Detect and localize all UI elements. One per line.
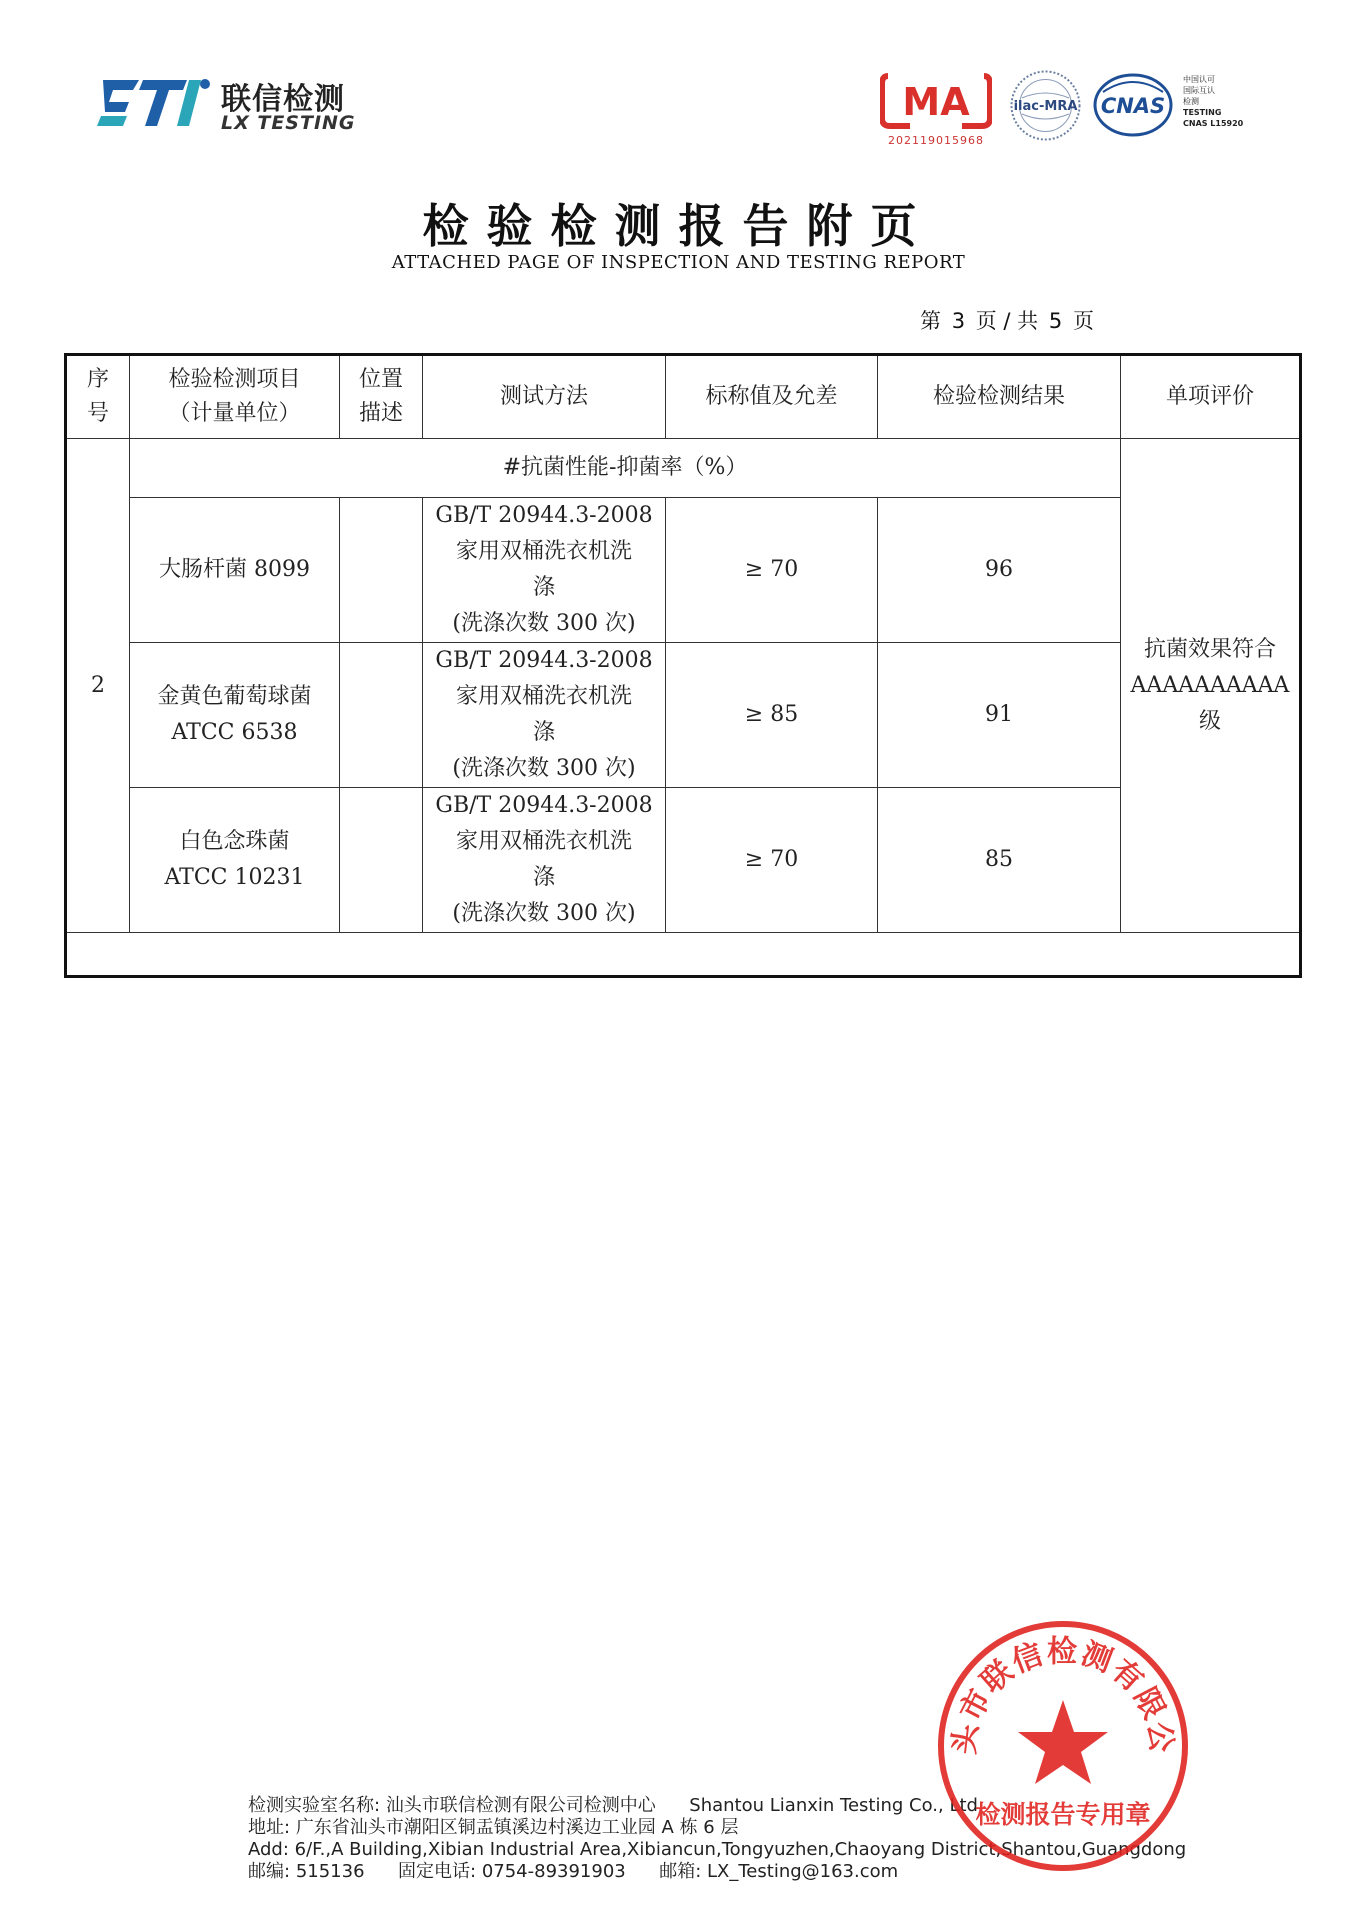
header-seq: 序 号 <box>66 355 130 439</box>
footer-phone-label: 固定电话: <box>398 1861 477 1882</box>
cnas-line: 检测 <box>1183 97 1199 106</box>
page-mid: 页 / 共 <box>975 309 1039 333</box>
cnas-line: TESTING <box>1183 108 1222 117</box>
cnas-mark <box>1093 72 1173 138</box>
category-cell: #抗菌性能-抑菌率（%） <box>130 439 1121 498</box>
cma-mark <box>880 70 992 150</box>
header-nominal: 标称值及允差 <box>666 355 878 439</box>
svg-text:CNAS: CNAS <box>1100 94 1166 118</box>
method-cell: GB/T 20944.3-2008 家用双桶洗衣机洗 涤 (洗涤次数 300 次) <box>423 498 666 643</box>
page-total: 5 <box>1048 309 1063 333</box>
table-row <box>66 498 1301 643</box>
table-header-row <box>66 355 1301 439</box>
cnas-accreditation-text <box>1183 74 1263 129</box>
footer-email-label: 邮箱: <box>659 1861 702 1882</box>
result-cell: 91 <box>878 643 1121 788</box>
inspection-table <box>64 353 1302 978</box>
table-empty-row <box>66 933 1301 977</box>
lx-logo-icon <box>95 72 215 132</box>
footer-postcode: 515136 <box>295 1861 365 1882</box>
footer-phone: 0754-89391903 <box>481 1861 626 1882</box>
footer-addr-cn: 广东省汕头市潮阳区铜盂镇溪边村溪边工业园 A 栋 6 层 <box>295 1817 739 1838</box>
header-result: 检验检测结果 <box>878 355 1121 439</box>
position-cell <box>340 788 423 933</box>
footer-lab-en: Shantou Lianxin Testing Co., Ltd <box>689 1795 978 1816</box>
seal-arc-text: 头市联信检测有限公 <box>946 1634 1180 1757</box>
table-row <box>66 643 1301 788</box>
footer-postcode-label: 邮编: <box>248 1861 291 1882</box>
footer-addr-en: 6/F.,A Building,Xibian Industrial Area,Xibiancun,Tongyuzhen,Chaoyang District,Shantou,Guangdong <box>294 1839 1187 1860</box>
ilac-mra-mark <box>1008 68 1083 143</box>
svg-text:ilac-MRA: ilac-MRA <box>1013 99 1078 114</box>
empty-cell <box>66 933 1301 977</box>
page-title: 检验检测报告附页 <box>422 199 935 253</box>
footer-addr-en-label: Add: <box>248 1839 289 1860</box>
position-cell <box>340 643 423 788</box>
result-cell: 96 <box>878 498 1121 643</box>
item-cell: 大肠杆菌 8099 <box>130 498 340 643</box>
header-item: 检验检测项目 （计量单位） <box>130 355 340 439</box>
nominal-cell: ≥ 70 <box>666 498 878 643</box>
nominal-cell: ≥ 70 <box>666 788 878 933</box>
logo-cn-text: 联信检测 <box>221 82 345 117</box>
footer-email: LX_Testing@163.com <box>707 1861 899 1882</box>
cnas-line: CNAS L15920 <box>1183 119 1244 128</box>
table-row <box>66 788 1301 933</box>
position-cell <box>340 498 423 643</box>
category-row <box>66 439 1301 498</box>
company-logo <box>95 72 395 142</box>
logo-en-text: LX TESTING <box>221 112 356 134</box>
cma-number: 202119015968 <box>888 134 984 147</box>
ilac-mra-icon <box>1008 68 1083 143</box>
cma-icon <box>880 70 992 132</box>
footer-addr-label: 地址: <box>248 1817 291 1838</box>
footer-lab-cn: 汕头市联信检测有限公司检测中心 <box>385 1795 656 1816</box>
cnas-icon <box>1093 72 1173 138</box>
evaluation-cell: 抗菌效果符合 AAAAAAAAAA 级 <box>1121 439 1301 933</box>
seal-bottom-text: 检测报告专用章 <box>975 1800 1151 1829</box>
svg-text:MA: MA <box>902 80 970 124</box>
header-method: 测试方法 <box>423 355 666 439</box>
seq-cell: 2 <box>66 439 130 933</box>
seal-stamp-icon <box>935 1618 1191 1874</box>
result-cell: 85 <box>878 788 1121 933</box>
footer-lab-label: 检测实验室名称: <box>248 1795 381 1816</box>
item-cell: 白色念珠菌 ATCC 10231 <box>130 788 340 933</box>
nominal-cell: ≥ 85 <box>666 643 878 788</box>
cnas-line: 国际互认 <box>1183 86 1215 95</box>
method-cell: GB/T 20944.3-2008 家用双桶洗衣机洗 涤 (洗涤次数 300 次) <box>423 788 666 933</box>
page-subtitle: ATTACHED PAGE OF INSPECTION AND TESTING REPORT <box>391 252 966 273</box>
page-suffix: 页 <box>1072 309 1094 333</box>
cnas-line: 中国认可 <box>1183 75 1215 84</box>
page-indicator <box>918 305 1096 335</box>
page-current: 3 <box>951 309 966 333</box>
header-position: 位置 描述 <box>340 355 423 439</box>
official-seal <box>935 1618 1191 1874</box>
header-evaluation: 单项评价 <box>1121 355 1301 439</box>
item-cell: 金黄色葡萄球菌 ATCC 6538 <box>130 643 340 788</box>
method-cell: GB/T 20944.3-2008 家用双桶洗衣机洗 涤 (洗涤次数 300 次) <box>423 643 666 788</box>
page-prefix: 第 <box>920 309 941 333</box>
